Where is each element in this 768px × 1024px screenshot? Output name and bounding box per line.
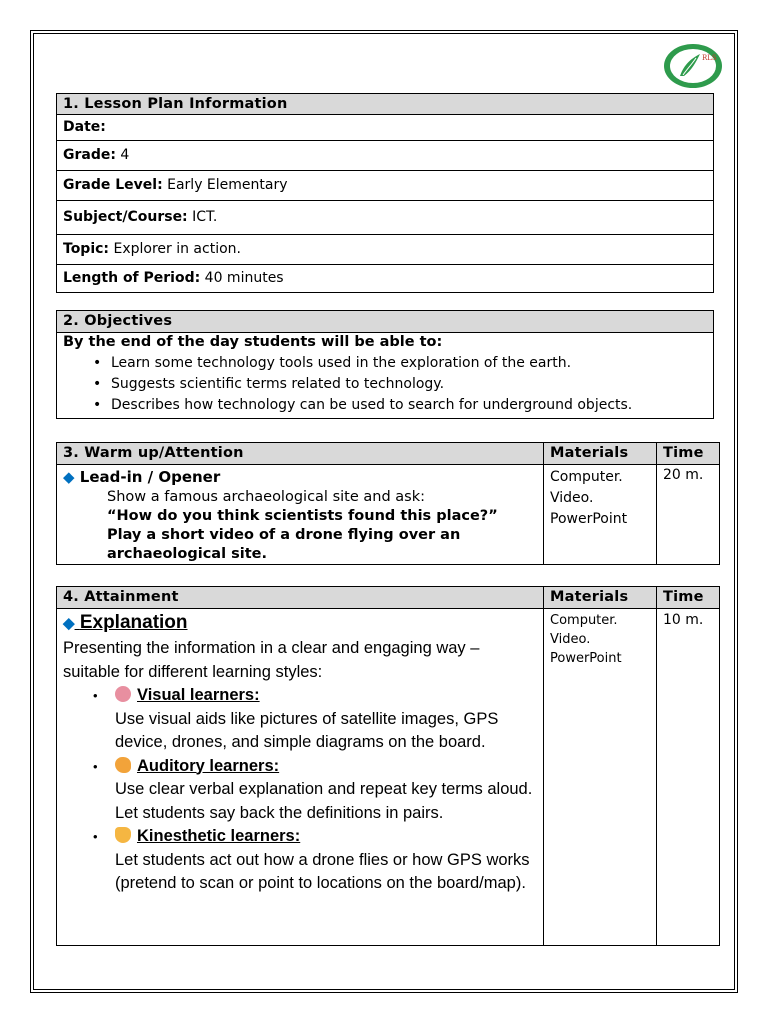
explanation-title: ◆ Explanation bbox=[63, 609, 537, 636]
opener-activity: Play a short video of a drone flying over an archaeological site. bbox=[107, 527, 461, 562]
attainment-materials: Computer. Video. PowerPoint bbox=[544, 609, 657, 946]
hand-icon bbox=[115, 827, 131, 843]
diamond-bullet-icon: ◆ bbox=[63, 615, 75, 632]
opener-title: ◆ Lead-in / Opener bbox=[63, 468, 221, 486]
materials-header: Materials bbox=[544, 587, 657, 609]
lesson-plan-info-table bbox=[56, 93, 714, 293]
info-row-grade: Grade: 4 bbox=[57, 141, 714, 171]
materials-header: Materials bbox=[544, 443, 657, 465]
diamond-bullet-icon: ◆ bbox=[63, 468, 75, 486]
info-row-date: Date: bbox=[57, 115, 714, 141]
time-header: Time bbox=[657, 587, 720, 609]
learner-text: Use clear verbal explanation and repeat key terms aloud. Let students say back the definitions in pairs. bbox=[115, 780, 533, 822]
info-row-topic: Topic: Explorer in action. bbox=[57, 235, 714, 265]
time-header: Time bbox=[657, 443, 720, 465]
warm-up-content bbox=[57, 465, 544, 565]
explanation-intro: Presenting the information in a clear and engaging way – suitable for different learning styles: bbox=[63, 639, 480, 681]
info-row-length: Length of Period: 40 minutes bbox=[57, 265, 714, 293]
school-logo-leaf-icon bbox=[662, 42, 724, 90]
info-row-subject: Subject/Course: ICT. bbox=[57, 201, 714, 235]
attainment-content bbox=[57, 609, 544, 946]
objectives-lead: By the end of the day students will be able to: bbox=[63, 334, 443, 350]
section4-header: 4. Attainment bbox=[57, 587, 544, 609]
logo-letters: RLS bbox=[702, 54, 717, 62]
learner-text: Let students act out how a drone flies or how GPS works (pretend to scan or point to locations on the board/map). bbox=[115, 850, 530, 892]
school-logo bbox=[662, 42, 724, 90]
warm-up-time: 20 m. bbox=[657, 465, 720, 565]
objective-item: • Describes how technology can be used to search for underground objects. bbox=[111, 395, 707, 416]
opener-line: Show a famous archaeological site and ask: bbox=[107, 489, 425, 505]
section2-header: 2. Objectives bbox=[57, 311, 714, 333]
objectives-body bbox=[57, 333, 714, 419]
learner-item-kinesthetic: • Kinesthetic learners: Let students act out how a drone flies or how GPS works (pretend to scan or point to locations on the board/map). bbox=[115, 825, 537, 896]
learner-item-visual: • Visual learners: Use visual aids like pictures of satellite images, GPS device, drones, and simple diagrams on the board. bbox=[115, 684, 537, 755]
opener-question: “How do you think scientists found this place?” bbox=[107, 508, 498, 524]
objective-item: • Suggests scientific terms related to technology. bbox=[111, 374, 707, 395]
brain-icon bbox=[115, 686, 131, 702]
info-row-grade-level: Grade Level: Early Elementary bbox=[57, 171, 714, 201]
objective-item: • Learn some technology tools used in the exploration of the earth. bbox=[111, 353, 707, 374]
warm-up-table bbox=[56, 442, 720, 565]
learner-text: Use visual aids like pictures of satellite images, GPS device, drones, and simple diagrams on the board. bbox=[115, 709, 499, 751]
learners-list bbox=[63, 684, 537, 896]
warm-up-materials: Computer. Video. PowerPoint bbox=[544, 465, 657, 565]
section3-header: 3. Warm up/Attention bbox=[57, 443, 544, 465]
attainment-table bbox=[56, 586, 720, 946]
learner-item-auditory: • Auditory learners: Use clear verbal explanation and repeat key terms aloud. Let students say back the definitions in pairs. bbox=[115, 755, 537, 826]
section1-header: 1. Lesson Plan Information bbox=[57, 94, 714, 115]
attainment-time: 10 m. bbox=[657, 609, 720, 946]
ear-icon bbox=[115, 757, 131, 773]
objectives-table bbox=[56, 310, 714, 419]
objectives-list bbox=[63, 353, 707, 416]
